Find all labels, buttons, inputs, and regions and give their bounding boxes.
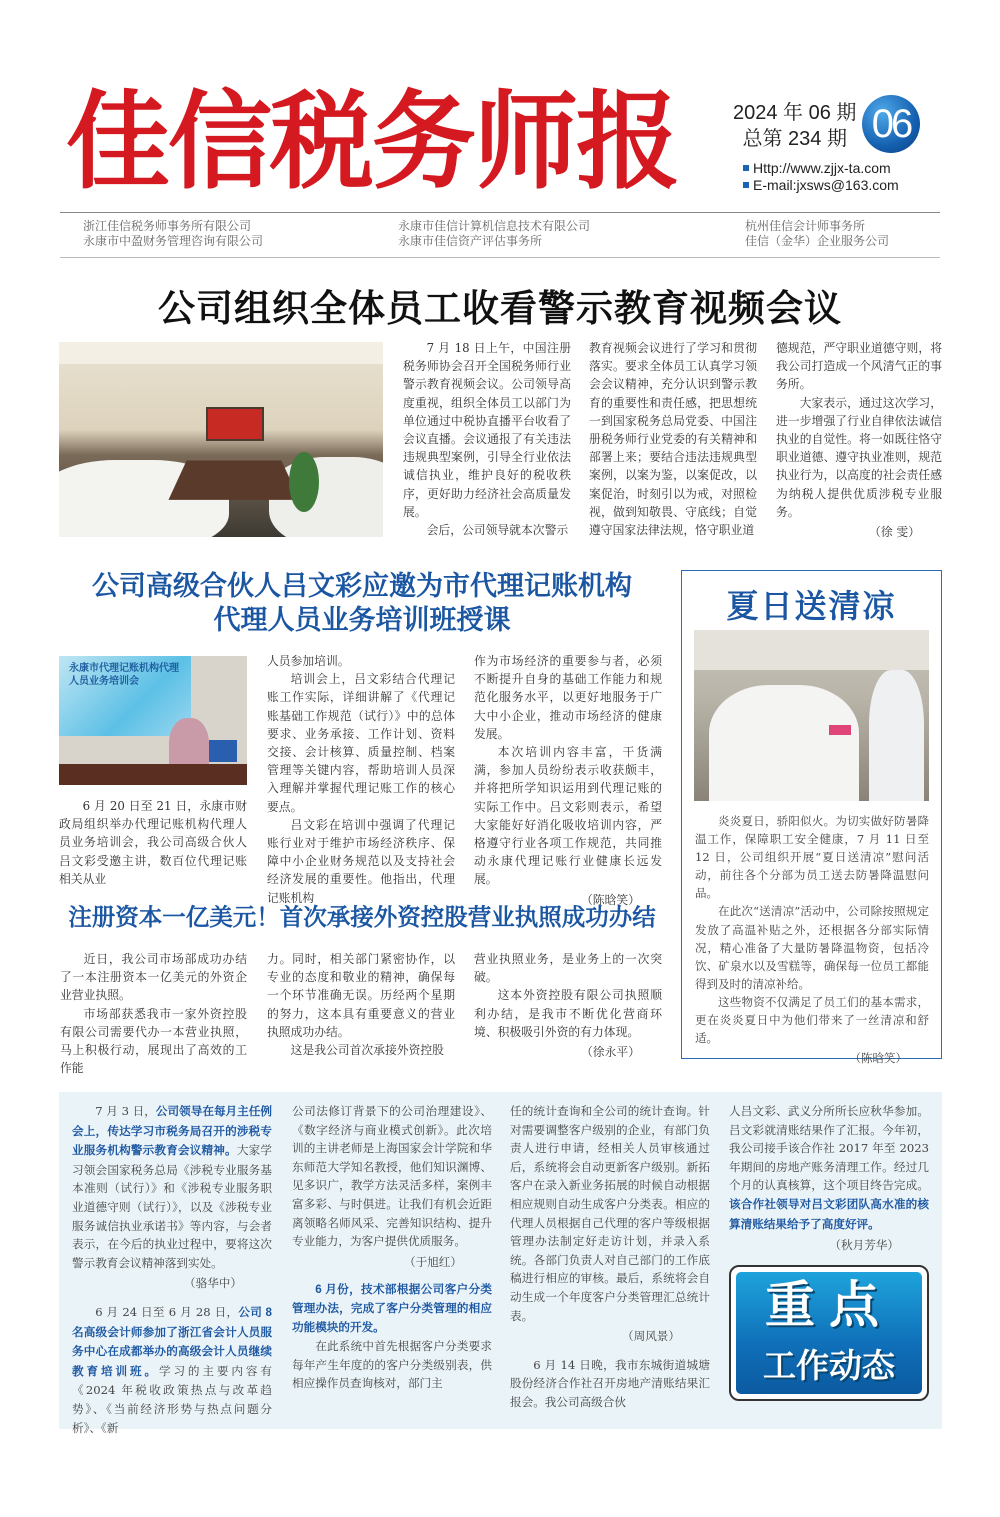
article1-col-1 — [403, 339, 571, 539]
website-link[interactable]: Http://www.zjjx-ta.com — [753, 160, 891, 176]
logo-line-2: 工作动态 — [763, 1346, 895, 1384]
article2-photo-training — [59, 656, 247, 785]
headline-line: 公司高级合伙人吕文彩应邀为市代理记账机构 — [92, 571, 632, 602]
paragraph: 近日，我公司市场部成功办结了一本注册资本一亿美元的外资企业营业执照。 — [60, 952, 247, 1003]
issue-total: 总第 234 期 — [742, 128, 847, 150]
article3-col-1 — [60, 950, 247, 1077]
paragraph: 市场部获悉我市一家外资控股有限公司需要代办一本营业执照，马上积极行动，展现出了高效的工作能 — [60, 1006, 247, 1076]
affiliate: 浙江佳信税务师事务所有限公司 — [83, 219, 252, 233]
article1-photo-meeting-room — [59, 342, 383, 537]
logo-line-1: 重点 — [765, 1276, 893, 1333]
news-highlight: 公司 8 名高级会计师参加了浙江省会计人员服务中心在成都举办的高级会计人员继续教育培训班。 — [72, 1305, 272, 1378]
ceiling — [59, 342, 383, 364]
paragraph: 德规范，严守职业道德守则，将我公司打造成一个风清气正的事务所。 — [776, 341, 942, 392]
affiliate: 永康市中盈财务管理咨询有限公司 — [83, 234, 264, 248]
news-col-4 — [729, 1102, 929, 1401]
news-body: 大家学习领会国家税务总局《涉税专业服务基本准则（试行）》和《涉税专业服务职业道德守则（试行）》，以及《涉税专业服务诚信执业承诺书》等内容，与会者表示，在今后的执业过程中，要将这次警示教育会议精神落到实处。 — [72, 1143, 272, 1270]
news-col-3 — [510, 1102, 710, 1412]
author: （徐永平） — [581, 1045, 640, 1060]
divider — [60, 212, 940, 213]
author: （于旭红） — [404, 1254, 462, 1269]
news-col-1 — [72, 1102, 272, 1437]
news-col-2 — [292, 1102, 492, 1393]
news-body: 学习的主要内容有《2024 年税收政策热点与改革趋势》、《当前经济形势与热点问题分析》、《新 — [72, 1363, 272, 1435]
paragraph: 7 月 18 日上午，中国注册税务师协会召开全国税务师行业警示教育视频会议。公司领导高度重视，组织全体员工以部门为单位通过中税协直播平台收看了会议直播。会议通报了有关违法违规典型案例，引导全行业依法诚信执业，维护良好的税收秩序，更好助力经济社会高质量发展。 — [403, 341, 571, 519]
news-item — [72, 1303, 272, 1437]
news-lead: 6 月 24 日至 6 月 28 日， — [95, 1304, 239, 1319]
headline-line: 代理人员业务培训班授课 — [213, 605, 511, 636]
paragraph: 力。同时，相关部门紧密协作，以专业的态度和敬业的精神，确保每一个环节准确无误。历经两个星期的努力，这本具有重要意义的营业执照成功办结。 — [267, 952, 455, 1039]
paragraph: 人员参加培训。 — [267, 654, 350, 668]
paragraph: 营业执照业务，是业务上的一次突破。 — [474, 952, 662, 985]
article2-col-2 — [267, 652, 455, 907]
gift — [829, 725, 851, 735]
article3-col-3 — [474, 950, 662, 1061]
paragraph: 本次培训内容丰富，干货满满，参加人员纷纷表示收获颇丰，并将把所学知识运用到代理记账的实际工作中。吕文彩则表示，希望大家能好好消化吸收培训内容，严格遵守行业各项工作规范，共同推动永康代理记账行业健康长远发展。 — [474, 745, 662, 887]
slide-screen — [59, 656, 191, 736]
paragraph: 作为市场经济的重要参与者，必须不断提升自身的基础工作能力和规范化服务水平，以更好地服务于广大中小企业，推动市场经济的健康发展。 — [474, 654, 662, 741]
issue-number: 2024 年 06 期 — [733, 102, 857, 124]
affiliates-col-3 — [745, 219, 889, 249]
paragraph: 吕文彩在培训中强调了代理记账行业对于维护市场经济秩序、保障中小企业财务规范以及支持社会经济发展的重要性。他指出，代理记账机构 — [267, 817, 455, 905]
news-body: 公司法修订背景下的公司治理建设》、《数字经济与商业模式创新》。此次培训的主讲老师是上海国家会计学院和华东师范大学知名教授，他们知识渊博、见多识广，教学方法灵活多样，案例丰富多彩、与时俱进。让我们有机会近距离领略名师风采、完善知识结构、提升专业能力，为客户提供优质服务。 — [292, 1104, 492, 1249]
author: （陈晗笑） — [849, 1051, 907, 1066]
bullet-icon — [743, 165, 749, 171]
email-link[interactable]: E-mail:jxsws@163.com — [753, 177, 899, 193]
paragraph: 炎炎夏日，骄阳似火。为切实做好防暑降温工作，保障职工安全健康，7 月 11 日至 12 日，公司组织开展“夏日送清凉”慰问活动，前往各个分部为员工送去防暑降温慰问品。 — [695, 814, 929, 901]
author: （徐 雯） — [869, 525, 920, 540]
divider — [60, 257, 940, 258]
issue-badge: 06 — [862, 95, 920, 153]
staff-group — [709, 685, 859, 801]
author: （陈晗笑） — [581, 892, 640, 907]
affiliates-col-2 — [398, 219, 590, 249]
news-body: 人吕文彩、武义分所所长应秋华参加。吕文彩就清账结果作了汇报。今年初，我公司接手该合作社 2017 年至 2023 年期间的房地产账务清理工作。经过几个月的认真核算，这个项目终告完成。 — [729, 1104, 929, 1193]
news-body: 6 月 14 日晚，我市东城街道城塘股份经济合作社召开房地产清账结果汇报会。我公司高级合伙 — [510, 1357, 710, 1409]
masthead-title: 佳信税务师报 — [66, 78, 679, 205]
article1-col-2 — [589, 339, 757, 539]
sidebar-box — [681, 570, 942, 1066]
author: （秋月芳华） — [829, 1238, 899, 1253]
paragraph: 这些物资不仅满足了员工们的基本需求，更在炎炎夏日中为他们带来了一丝清凉和舒适。 — [695, 994, 929, 1046]
desk — [59, 764, 247, 785]
article2-headline — [60, 570, 664, 638]
paragraph: 这本外资控股有限公司执照顺利办结，是我市不断优化营商环境、积极吸引外资的有力体现。 — [474, 988, 662, 1039]
key-work-news-logo — [729, 1265, 929, 1401]
affiliate: 佳信（金华）企业服务公司 — [745, 234, 890, 248]
news-highlight: 该合作社领导对吕文彩团队高水准的核算清账结果给予了高度好评。 — [729, 1197, 929, 1231]
paragraph: 会后，公司领导就本次警示 — [426, 523, 569, 538]
article1-headline: 公司组织全体员工收看警示教育视频会议 — [158, 288, 842, 329]
affiliate: 永康市佳信资产评估事务所 — [398, 234, 543, 248]
affiliate: 杭州佳信会计师事务所 — [745, 219, 866, 233]
paragraph: 6 月 20 日至 21 日，永康市财政局组织举办代理记账机构代理人员业务培训会，我公司高级合伙人吕文彩受邀主讲，数百位代理记账相关从业 — [59, 799, 247, 886]
slide-title: 永康市代理记账机构代理人员业务培训会 — [69, 663, 179, 687]
sidebar-title: 夏日送清凉 — [726, 587, 897, 625]
article2-col-1 — [59, 797, 247, 888]
nameplate — [209, 740, 237, 762]
article2-col-3 — [474, 652, 662, 909]
author: （周风景） — [622, 1329, 680, 1344]
news-highlight: 6 月份，技术部根据公司客户分类管理办法，完成了客户分类管理的相应功能模块的开发。 — [292, 1283, 492, 1334]
contact-links — [743, 160, 899, 194]
news-highlight: 公司领导在每月主任例会上，传达学习市税务局召开的涉税专业服务机构警示教育会议精神。 — [72, 1105, 272, 1158]
article1-col-3 — [776, 339, 942, 541]
bullet-icon — [743, 182, 749, 188]
plant — [289, 452, 319, 512]
article3-headline: 注册资本一亿美元！首次承接外资控股营业执照成功办结 — [68, 903, 656, 931]
news-body: 任的统计查询和全公司的统计查询。针对需要调整客户级别的企业，有部门负责人进行申请，经相关人员审核通过后，系统将会自动更新客户级别。新拓客户在录入新业务拓展的时候自动根据相应规则自动生成客户分类表。相应的代理人员根据自己代理的客户等级根据管理办法制定好走访计划，并录入系统。各部门负责人对自己部门的工作底稿进行相应的审核。最后，系统将会自动生成一个年度客户分类管理汇总统计表。 — [510, 1104, 710, 1323]
news-item — [72, 1102, 272, 1272]
news-lead: 7 月 3 日， — [95, 1104, 156, 1118]
table — [168, 461, 299, 500]
author: （骆华中） — [184, 1276, 242, 1291]
paragraph: 教育视频会议进行了学习和贯彻落实。要求全体员工认真学习领会会议精神，充分认识到警示教育的重要性和责任感，把思想统一到国家税务总局党委、中国注册税务师行业党委的有关精神和部署上来；要结合违法违规典型案例，以案为鉴，以案促改，以案促治，时刻引以为戒，对照检视，做到知敬畏、守底线；自觉遵守国家法律法规，恪守职业道 — [589, 341, 757, 538]
person — [869, 670, 924, 801]
affiliates-col-1 — [83, 219, 263, 249]
ceiling — [694, 630, 929, 670]
article3-col-2 — [267, 950, 455, 1059]
news-body: 在此系统中首先根据客户分类要求每年产生年度的的客户分类级别表，供相应操作员查询核对，部门主 — [292, 1339, 492, 1391]
news-item — [729, 1102, 929, 1234]
screen — [206, 407, 264, 441]
sidebar-text — [695, 812, 929, 1067]
affiliate: 永康市佳信计算机信息技术有限公司 — [398, 219, 591, 233]
paragraph: 大家表示，通过这次学习，进一步增强了行业自律依法诚信执业的自觉性。将一如既往恪守职业道德、遵守执业准则，规范执业行为，以高度的社会责任感为纳税人提供优质涉税专业服务。 — [776, 395, 942, 519]
paragraph: 在此次“送清凉”活动中，公司除按照规定发放了高温补贴之外，还根据各分部实际情况，精心准备了大量防暑降温物资，包括冷饮、矿泉水以及雪糕等，确保每一位员工都能得到及时的清凉补给。 — [695, 904, 929, 991]
issue-info — [733, 100, 856, 152]
paragraph: 这是我公司首次承接外资控股 — [290, 1043, 444, 1058]
sidebar-photo-staff — [694, 630, 929, 801]
paragraph: 培训会上，吕文彩结合代理记账工作实际，详细讲解了《代理记账基础工作规范（试行）》中的总体要求、业务承接、工作计划、资料交接、会计核算、质量控制、档案管理等关键内容，帮助培训人员深入理解并掌握代理记账工作的核心要点。 — [267, 672, 455, 814]
